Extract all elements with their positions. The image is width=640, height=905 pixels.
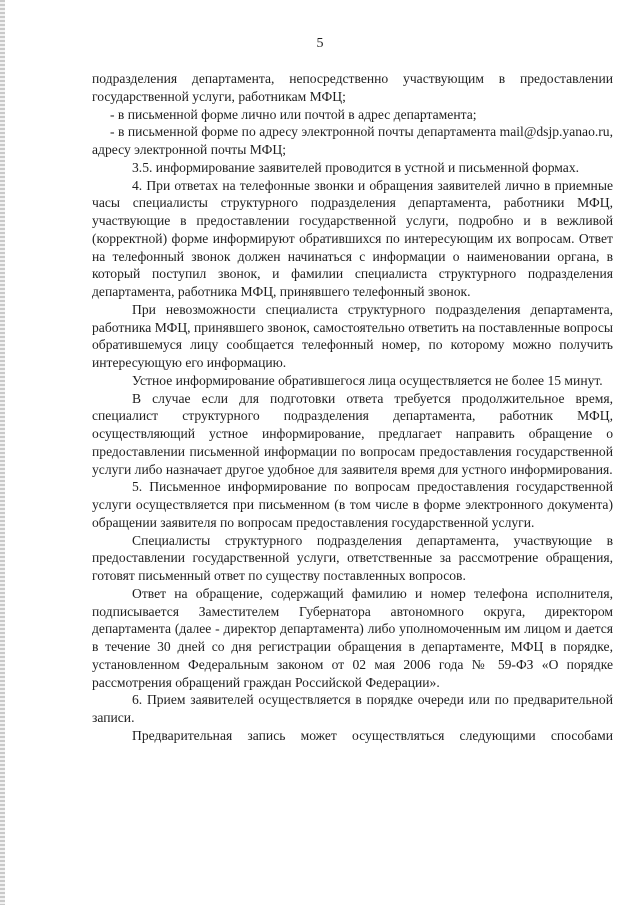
paragraph-6: При невозможности специалиста структурного подразделения департамента, работника МФЦ, принявшего звонок, самостоятельно ответить на поставленные вопросы обратившемуся лицу сообщается телефонный номер, по которому можно получить интересующую его информацию.: [92, 301, 613, 370]
paragraph-5: 4. При ответах на телефонные звонки и обращения заявителей лично в приемные часы специалисты структурного подразделения департамента, работники МФЦ, участвующие в предоставлении государственной услуги, подробно и в вежливой (корректной) форме информируют обратившихся по интересующим их вопросам. Ответ на телефонный звонок должен начинаться с информации о наименовании органа, в который поступил звонок, и фамилии специалиста структурного подразделения департамента, работника МФЦ, принявшего телефонный звонок.: [92, 177, 613, 299]
paragraph-12: 6. Прием заявителей осуществляется в порядке очереди или по предварительной записи.: [92, 692, 613, 725]
paragraph-1: подразделения департамента, непосредственно участвующим в предоставлении государственной услуги, работникам МФЦ;: [92, 71, 613, 104]
paragraph-11: Ответ на обращение, содержащий фамилию и номер телефона исполнителя, подписывается Заместителем Губернатора автономного округа, директором департамента (далее - директор департамента) либо уполномоченным им лицом и дается в течение 30 дней со дня регистрации обращения в департаменте, МФЦ в порядке, установленном Федеральным законом от 02 мая 2006 года № 59-ФЗ «О порядке рассмотрения обращений граждан Российской Федерации».: [92, 585, 613, 690]
scan-edge: [0, 0, 5, 905]
document-body: [92, 70, 613, 745]
page-number: 5: [316, 36, 324, 51]
paragraph-3: - в письменной форме по адресу электронной почты департамента mail@dsjp.yanao.ru, адресу электронной почты МФЦ;: [92, 124, 613, 157]
paragraph-4: 3.5. информирование заявителей проводится в устной и письменной формах.: [132, 159, 580, 175]
paragraph-8: В случае если для подготовки ответа требуется продолжительное время, специалист структурного подразделения департамента, работник МФЦ, осуществляющий устное информирование, предлагает направить обращение о предоставлении письменной информации по вопросам предоставления государственной услуги либо назначает другое удобное для заявителя время для устного информирования.: [92, 390, 613, 477]
paragraph-7: Устное информирование обратившегося лица осуществляется не более 15 минут.: [132, 372, 603, 388]
paragraph-9: 5. Письменное информирование по вопросам предоставления государственной услуги осуществляется при письменном (в том числе в форме электронного документа) обращении заявителя по вопросам предоставления государственной услуги.: [92, 479, 613, 530]
paragraph-13: Предварительная запись может осуществляться следующими способами: [132, 727, 613, 743]
paragraph-2: - в письменной форме лично или почтой в адрес департамента;: [110, 106, 477, 122]
paragraph-10: Специалисты структурного подразделения департамента, участвующие в предоставлении государственной услуги, ответственные за рассмотрение обращения, готовят письменный ответ по существу поставленных вопросов.: [92, 532, 613, 583]
